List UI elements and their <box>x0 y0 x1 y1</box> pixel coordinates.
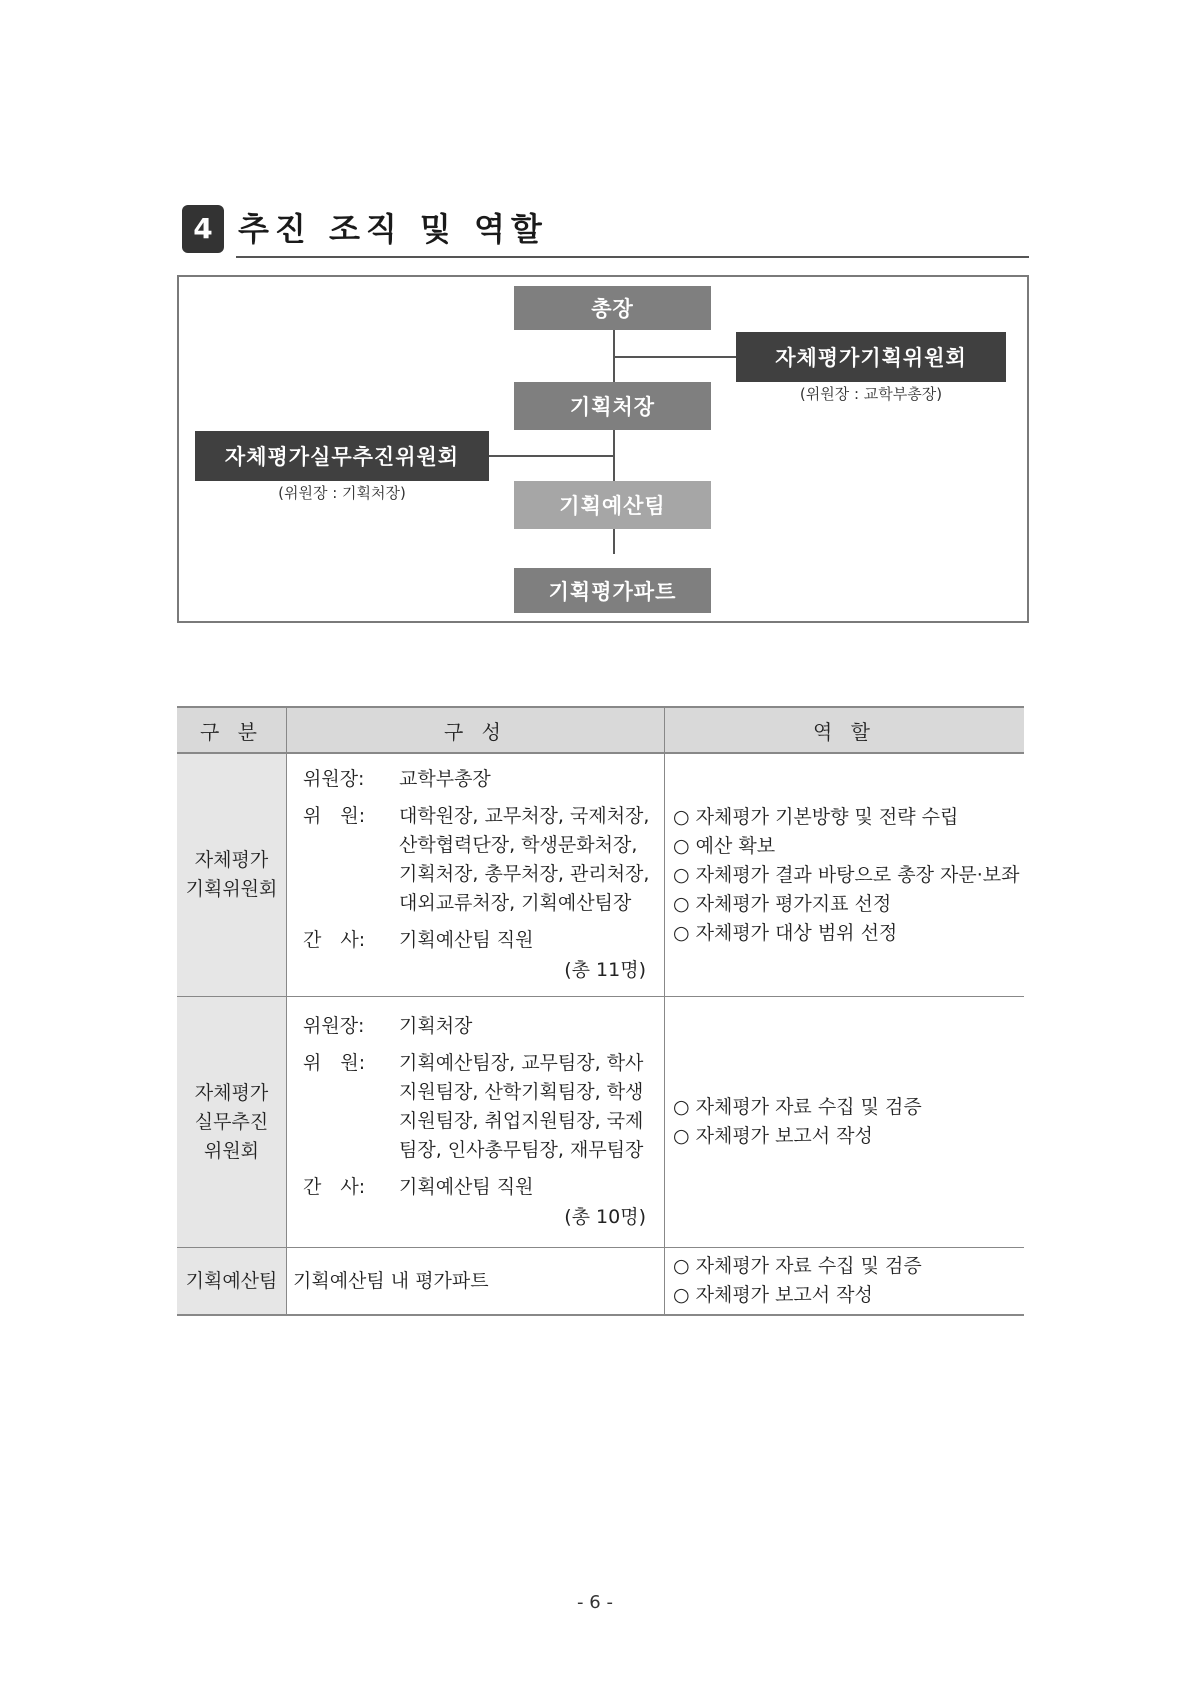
header-category: 구 분 <box>177 707 287 753</box>
role-item: ○ 자체평가 기본방향 및 전략 수립 <box>673 805 959 828</box>
role-item: ○ 자체평가 대상 범위 선정 <box>673 921 898 944</box>
chair-key: 위원장: <box>303 1015 365 1037</box>
org-branch-right-line <box>613 356 744 358</box>
org-box-planning-committee: 자체평가기획위원회 <box>736 332 1006 382</box>
table-row <box>177 997 1024 1248</box>
role-item: ○ 자체평가 보고서 작성 <box>673 1125 873 1147</box>
table-header-row <box>177 707 1024 753</box>
org-box-planning-office: 기획처장 <box>514 382 711 430</box>
member-line: 기획예산팀장, 교무팀장, 학사 <box>399 1052 644 1074</box>
member-total: (총 11명) <box>564 959 646 981</box>
row-composition <box>287 753 665 997</box>
org-box-working-committee: 자체평가실무추진위원회 <box>195 431 489 481</box>
member-line: 대외교류처장, 기획예산팀장 <box>399 892 632 914</box>
org-box-budget-team: 기획예산팀 <box>514 481 711 529</box>
role-item: ○ 자체평가 자료 수집 및 검증 <box>673 1255 922 1277</box>
chair-value: 기획처장 <box>399 1015 473 1037</box>
chair-value: 교학부총장 <box>399 768 491 790</box>
secretary-value: 기획예산팀 직원 <box>399 929 534 951</box>
role-item: ○ 자체평가 결과 바탕으로 총장 자문·보좌 <box>673 863 1020 886</box>
secretary-key: 간 사: <box>303 929 366 951</box>
member-line: 산학협력단장, 학생문화처장, <box>399 834 638 856</box>
role-item: ○ 자체평가 보고서 작성 <box>673 1284 873 1306</box>
secretary-key: 간 사: <box>303 1176 366 1198</box>
member-key: 위 원: <box>303 1052 366 1074</box>
page-number: - 6 - <box>577 1592 613 1613</box>
row-category: 기획예산팀 <box>177 1248 287 1316</box>
header-composition: 구 성 <box>287 707 665 753</box>
header-role: 역 할 <box>665 707 1025 753</box>
row-role <box>665 753 1025 997</box>
category-line: 실무추진 <box>194 1110 269 1133</box>
member-line: 기획처장, 총무처장, 관리처장, <box>399 863 650 885</box>
category-line: 자체평가 <box>194 849 269 871</box>
table-row <box>177 1248 1024 1316</box>
section-underline <box>236 256 1029 258</box>
member-line: 팀장, 인사총무팀장, 재무팀장 <box>399 1139 644 1161</box>
section-number-badge: 4 <box>182 205 224 253</box>
category-line: 자체평가 <box>194 1081 269 1104</box>
row-category <box>177 753 287 997</box>
org-box-president: 총장 <box>514 286 711 330</box>
org-chart <box>177 275 1029 623</box>
row-composition <box>287 997 665 1248</box>
member-line: 대학원장, 교무처장, 국제처장, <box>399 805 650 827</box>
member-total: (총 10명) <box>564 1206 646 1228</box>
member-key: 위 원: <box>303 805 366 827</box>
member-line: 지원팀장, 취업지원팀장, 국제 <box>399 1110 644 1132</box>
secretary-value: 기획예산팀 직원 <box>399 1176 534 1198</box>
chair-key: 위원장: <box>303 768 365 790</box>
section-title: 추진 조직 및 역할 <box>238 210 548 248</box>
working-committee-chair-caption: (위원장 : 기획처장) <box>278 484 406 502</box>
row-role <box>665 997 1025 1248</box>
org-box-evaluation-part: 기획평가파트 <box>514 568 711 613</box>
org-branch-left-line <box>473 455 614 457</box>
role-item: ○ 예산 확보 <box>673 834 776 857</box>
composition-text: 기획예산팀 내 평가파트 <box>293 1269 489 1292</box>
category-line: 기획위원회 <box>185 878 278 900</box>
category-line: 위원회 <box>203 1139 260 1162</box>
table-row <box>177 753 1024 997</box>
roles-table <box>177 706 1024 1316</box>
row-composition <box>287 1248 665 1316</box>
role-item: ○ 자체평가 평가지표 선정 <box>673 892 892 915</box>
planning-committee-chair-caption: (위원장 : 교학부총장) <box>799 385 943 403</box>
row-category <box>177 997 287 1248</box>
member-line: 지원팀장, 산학기획팀장, 학생 <box>399 1081 644 1103</box>
row-role <box>665 1248 1025 1316</box>
role-item: ○ 자체평가 자료 수집 및 검증 <box>673 1096 922 1118</box>
